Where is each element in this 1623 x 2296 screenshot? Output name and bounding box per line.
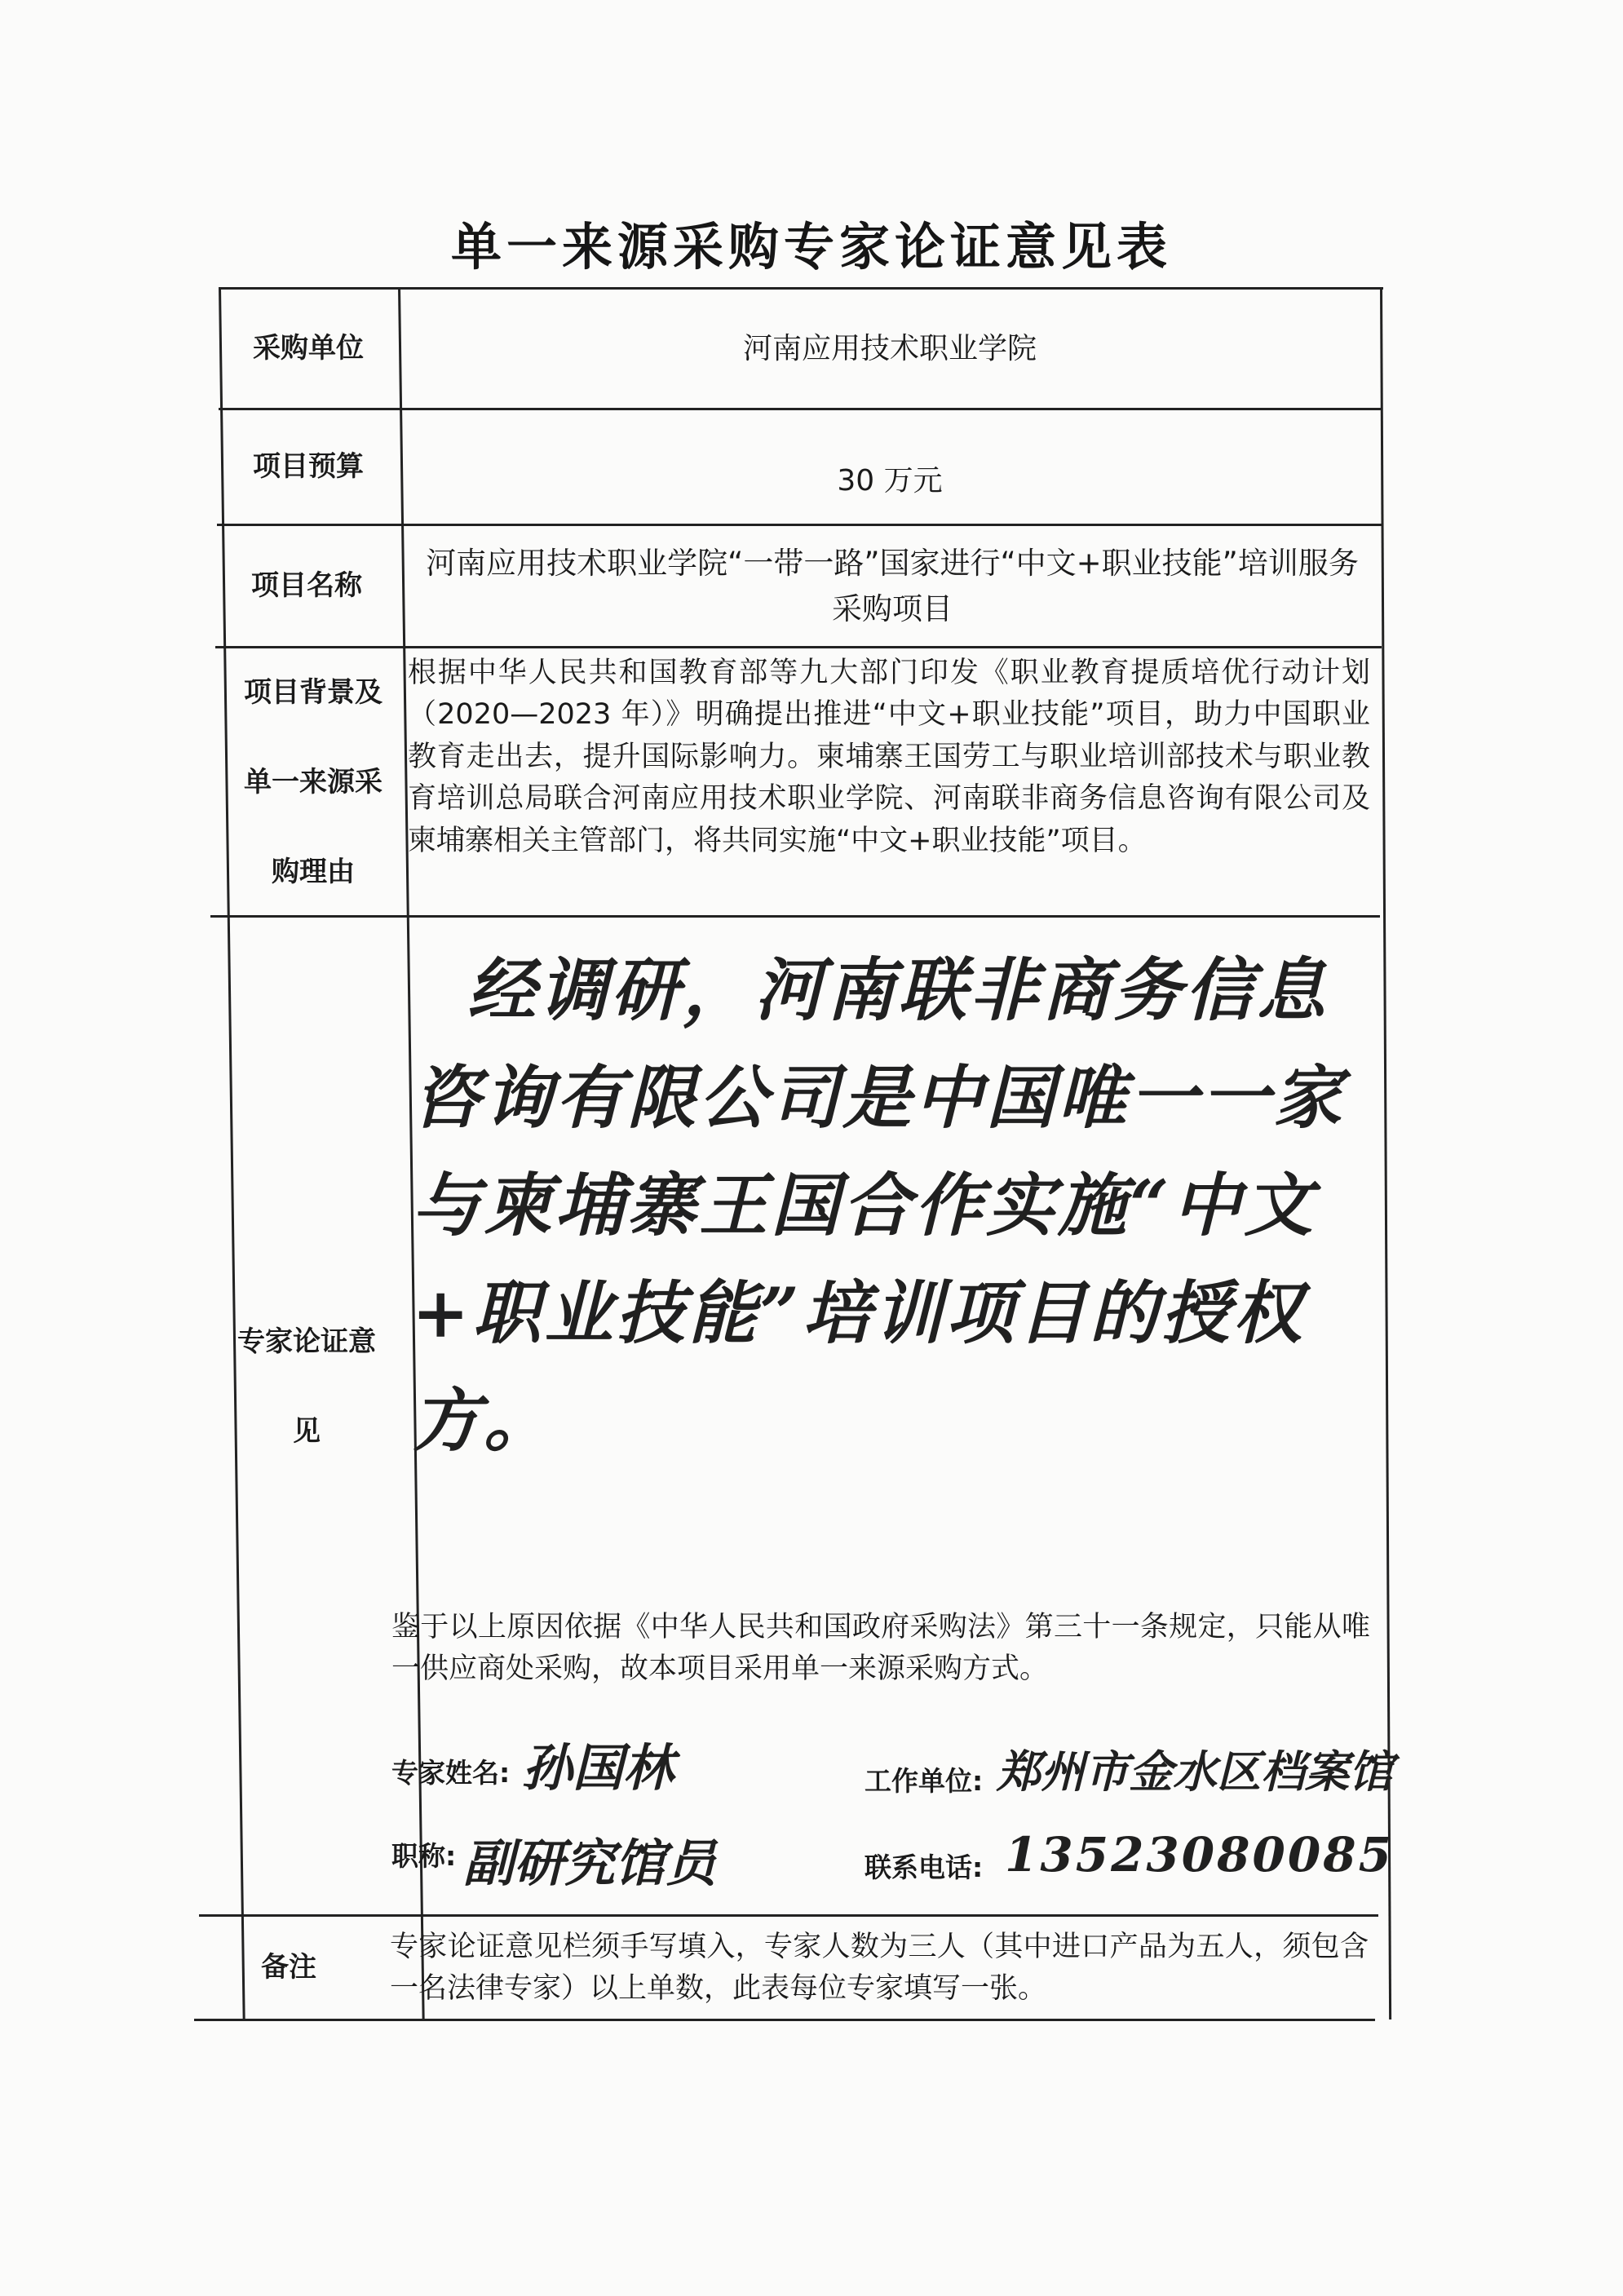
job-title-label: 职称: <box>391 1840 457 1872</box>
work-unit-handwritten: 郑州市金水区档案馆 <box>997 1745 1393 1798</box>
background-value: 根据中华人民共和国教育部等九大部门印发《职业教育提质培优行动计划（2020—2023 年）》明确提出推进“中文+职业技能”项目，助力中国职业教育走出去，提升国际影响力。柬埔寨王国劳工与职业培训部技术与职业教育培训总局联合河南应用技术职业学院、河南联非商务信息咨询有限公司及柬埔寨相关主管部门，将共同实施“中文+职业技能”项目。 <box>408 657 1370 857</box>
expert-name-label: 专家姓名: <box>391 1757 511 1789</box>
procurement-statement: 鉴于以上原因依据《中华人民共和国政府采购法》第三十一条规定，只能从唯一供应商处采购，故本项目采用单一来源采购方式。 <box>391 1611 1370 1686</box>
purchaser-label: 采购单位 <box>253 331 364 365</box>
project-name-value: 河南应用技术职业学院“一带一路”国家进行“中文+职业技能”培训服务采购项目 <box>426 546 1359 626</box>
page-title: 单一来源采购专家论证意见表 <box>450 217 1172 276</box>
opinion-label: 专家论证意见 <box>237 1325 376 1448</box>
table-border-bottom <box>194 2019 1375 2021</box>
budget-value: 30 万元 <box>837 463 943 498</box>
background-label: 项目背景及单一来源采购理由 <box>244 675 383 888</box>
handwritten-opinion: 经调研，河南联非商务信息咨询有限公司是中国唯一一家与柬埔寨王国合作实施“中文+职业技能”培训项目的授权方。 <box>412 949 1346 1461</box>
phone-handwritten: 13523080085 <box>1005 1827 1394 1882</box>
job-title-handwritten: 副研究馆员 <box>463 1834 717 1893</box>
work-unit-label: 工作单位: <box>865 1765 984 1797</box>
budget-label: 项目预算 <box>253 449 364 483</box>
purchaser-value: 河南应用技术职业学院 <box>742 331 1037 365</box>
remarks-value: 专家论证意见栏须手写填入，专家人数为三人（其中进口产品为五人，须包含一名法律专家）以上单数，此表每位专家填写一张。 <box>390 1931 1369 2006</box>
remarks-label: 备注 <box>261 1950 316 1984</box>
project-name-label: 项目名称 <box>251 568 362 602</box>
phone-label: 联系电话: <box>865 1851 984 1883</box>
expert-name-signature: 孙国林 <box>522 1738 674 1798</box>
